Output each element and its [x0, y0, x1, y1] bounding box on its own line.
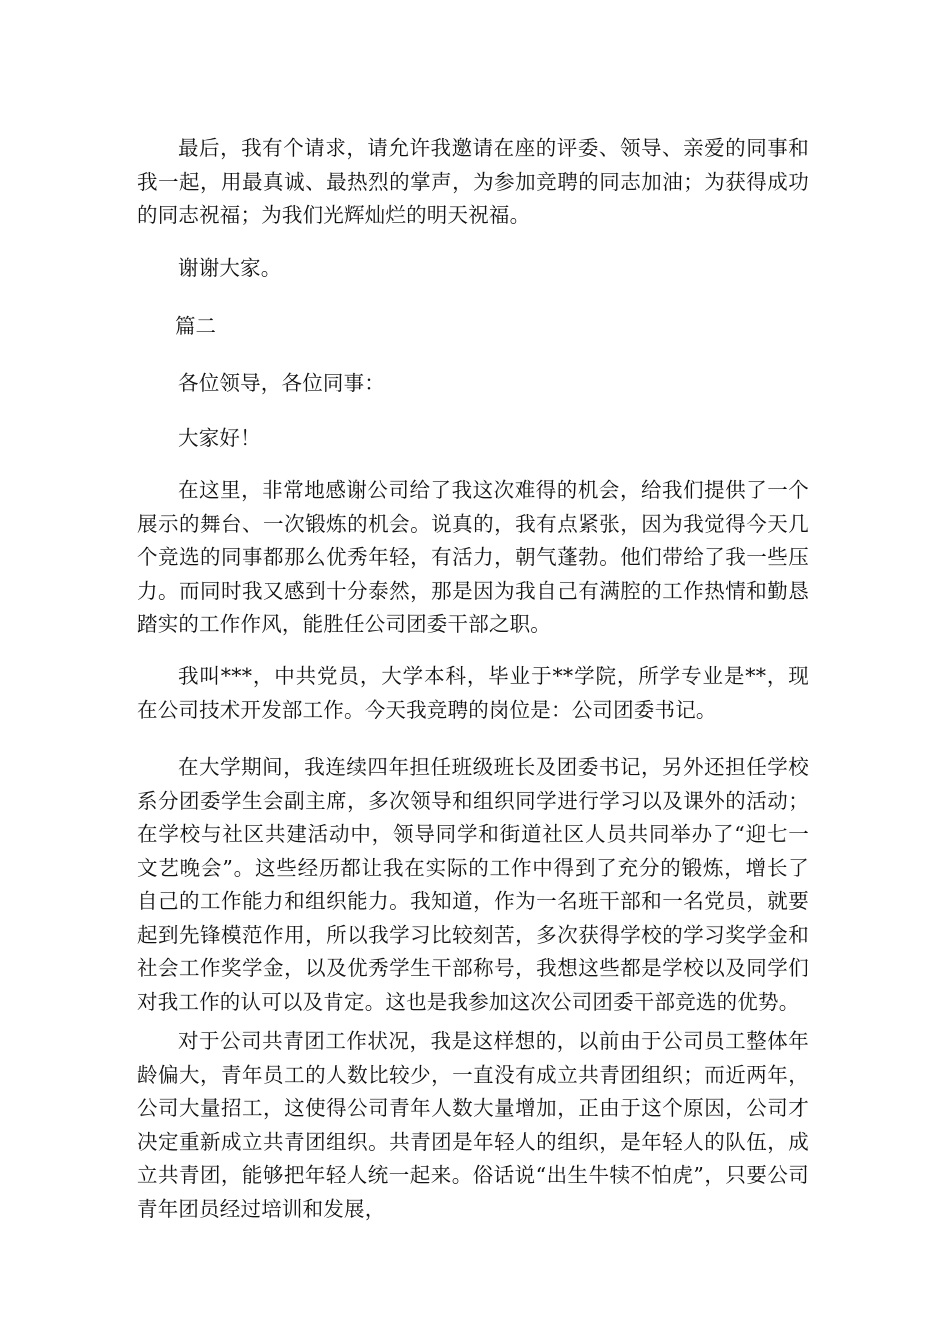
closing-request-paragraph: 最后，我有个请求，请允许我邀请在座的评委、领导、亲爱的同事和我一起，用最真诚、最热烈的掌声，为参加竞聘的同志加油；为获得成功的同志祝福；为我们光辉灿烂的明天祝福。 [137, 136, 809, 227]
thanks-paragraph: 谢谢大家。 [178, 256, 282, 280]
section-heading: 篇二 [175, 314, 216, 338]
greeting-paragraph: 大家好！ [178, 426, 261, 450]
self-introduction-paragraph: 我叫***，中共党员，大学本科，毕业于**学院，所学专业是**，现在公司技术开发部工作。今天我竞聘的岗位是：公司团委书记。 [137, 664, 809, 722]
university-experience-paragraph: 在大学期间，我连续四年担任班级班长及团委书记，另外还担任学校系分团委学生会副主席，多次领导和组织同学进行学习以及课外的活动；在学校与社区共建活动中，领导同学和街道社区人员共同举办了“迎七一文艺晚会”。这些经历都让我在实际的工作中得到了充分的锻炼，增长了自己的工作能力和组织能力。我知道，作为一名班干部和一名党员，就要起到先锋模范作用，所以我学习比较刻苦，多次获得学校的学习奖学金和社会工作奖学金，以及优秀学生干部称号，我想这些都是学校以及同学们对我工作的认可以及肯定。这也是我参加这次公司团委干部竞选的优势。 [137, 755, 809, 1014]
salutation-paragraph: 各位领导，各位同事： [178, 371, 385, 395]
gratitude-paragraph: 在这里，非常地感谢公司给了我这次难得的机会，给我们提供了一个展示的舞台、一次锻炼的机会。说真的，我有点紧张，因为我觉得今天几个竞选的同事都那么优秀年轻，有活力，朝气蓬勃。他们带给了我一些压力。而同时我又感到十分泰然，那是因为我自己有满腔的工作热情和勤恳踏实的工作作风，能胜任公司团委干部之职。 [137, 478, 809, 636]
youth-league-status-paragraph: 对于公司共青团工作状况，我是这样想的，以前由于公司员工整体年龄偏大，青年员工的人数比较少，一直没有成立共青团组织；而近两年，公司大量招工，这使得公司青年人数大量增加，正由于这个原因，公司才决定重新成立共青团组织。共青团是年轻人的组织，是年轻人的队伍，成立共青团，能够把年轻人统一起来。俗话说“出生牛犊不怕虎”，只要公司青年团员经过培训和发展， [137, 1029, 809, 1221]
